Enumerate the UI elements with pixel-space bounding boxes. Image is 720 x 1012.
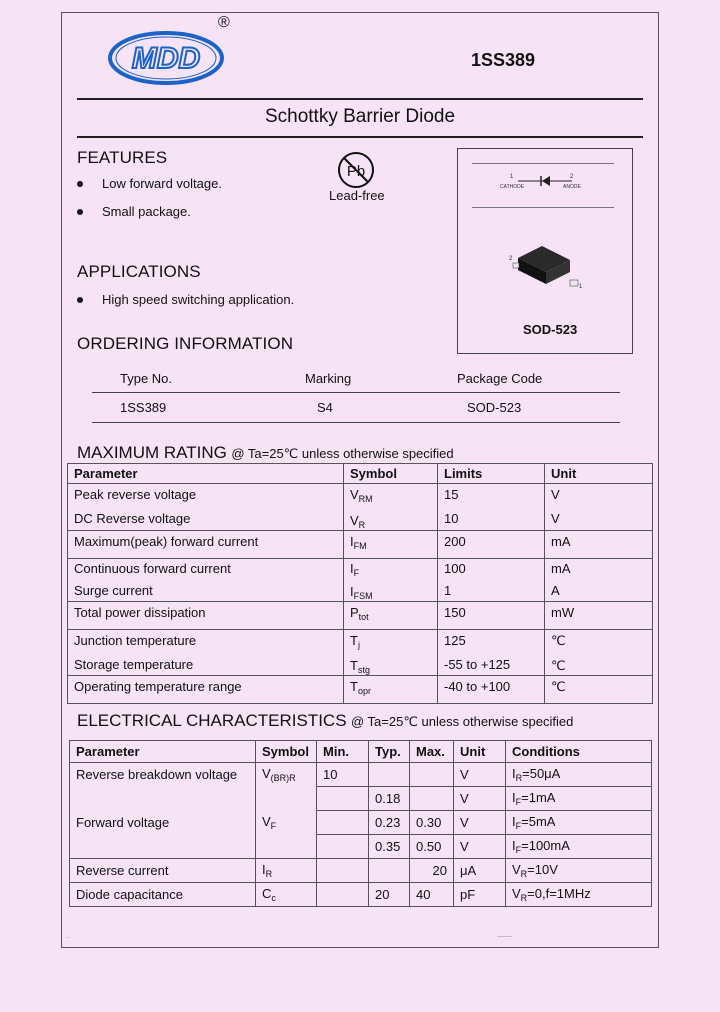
table-row: 0.23 0.30 V $I_F=5mA$ — [70, 811, 652, 835]
ordering-package: SOD-523 — [467, 400, 522, 415]
ec-header-typ: Typ. — [369, 741, 410, 763]
package-pin-right: 1 — [579, 284, 583, 290]
mr-header-symbol: Symbol — [344, 464, 438, 484]
part-number: 1SS389 — [471, 50, 536, 70]
package-rule-top — [472, 163, 614, 164]
lead-free-icon — [336, 150, 376, 190]
electrical-condition: @ Ta=25℃ unless otherwise specified — [350, 714, 574, 729]
max-rating-heading: MAXIMUM RATING — [77, 443, 227, 462]
table-row: Junction temperature Storage temperature $T_j$ $T_{stg}$ 125 -55 to +125 ℃ ℃ — [68, 630, 653, 676]
sod523-package-icon — [508, 236, 586, 294]
max-rating-title — [77, 443, 454, 463]
applications-heading: APPLICATIONS — [77, 262, 201, 281]
table-row: Reverse breakdown voltage $V_{(BR)R}$ 10 V $I_R=50\mu A$ — [70, 763, 652, 787]
table-row: Reverse current $I_R$ 20 μA $V_R=10V$ — [70, 859, 652, 883]
header-rule — [77, 98, 643, 100]
table-row: Operating temperature range $T_{opr}$ -40 to +100 ℃ — [68, 676, 653, 704]
ordering-marking: S4 — [317, 400, 333, 415]
table-row: Diode capacitance $C_c$ 20 40 pF $V_R=0,f=1MHz$ — [70, 883, 652, 907]
lead-free-label: Lead-free — [329, 188, 385, 203]
ec-header-unit: Unit — [454, 741, 506, 763]
pin1-number: 1 — [510, 174, 514, 180]
table-row: Forward voltage $V_F$ 0.18 V $I_F=1mA$ — [70, 787, 652, 811]
anode-label: ANODE — [563, 184, 581, 190]
ordering-header-type: Type No. — [120, 370, 173, 386]
table-row: Continuous forward current Surge current $I_F$ $I_{FSM}$ 100 1 mA A — [68, 559, 653, 602]
electrical-title — [77, 711, 573, 731]
package-name: SOD-523 — [523, 322, 578, 337]
mr-header-limits: Limits — [438, 464, 545, 484]
mr-header-unit: Unit — [545, 464, 653, 484]
footer-right: ——— — [497, 934, 512, 940]
ordering-header-package: Package Code — [457, 370, 543, 386]
pin2-number: 2 — [570, 174, 574, 180]
ec-header-conditions: Conditions — [506, 741, 652, 763]
electrical-table — [69, 740, 652, 907]
package-rule-bottom — [472, 207, 614, 208]
footer-left: ··· — [66, 935, 71, 941]
ec-header-min: Min. — [317, 741, 369, 763]
table-row: Maximum(peak) forward current $I_{FM}$ 200 mA — [68, 531, 653, 559]
features-heading: FEATURES — [77, 148, 168, 167]
ec-header-symbol: Symbol — [256, 741, 317, 763]
max-rating-condition: @ Ta=25℃ unless otherwise specified — [231, 446, 454, 461]
doc-title: Schottky Barrier Diode — [264, 106, 456, 127]
table-row: Total power dissipation $P_{tot}$ 150 mW — [68, 602, 653, 630]
table-row: 0.35 0.50 V $I_F=100mA$ — [70, 835, 652, 859]
package-pin-left: 2 — [509, 256, 513, 262]
svg-text:Pb: Pb — [346, 163, 366, 180]
registered-mark: ® — [218, 14, 230, 31]
bullet-icon — [77, 209, 83, 215]
ordering-heading: ORDERING INFORMATION — [77, 334, 294, 353]
ec-header-parameter: Parameter — [70, 741, 256, 763]
ordering-type: 1SS389 — [120, 400, 167, 415]
svg-text:MDD: MDD — [131, 42, 201, 75]
mdd-logo — [107, 30, 225, 86]
ec-header-max: Max. — [410, 741, 454, 763]
electrical-heading: ELECTRICAL CHARACTERISTICS — [77, 711, 347, 730]
bullet-icon — [77, 181, 83, 187]
bullet-icon — [77, 297, 83, 303]
title-rule — [77, 136, 643, 138]
mr-header-parameter: Parameter — [68, 464, 344, 484]
table-row: Peak reverse voltage DC Reverse voltage $V_{RM}$ $V_R$ 15 10 V V — [68, 484, 653, 531]
ordering-header-marking: Marking — [305, 370, 352, 386]
ordering-table — [92, 364, 620, 423]
diode-schematic-icon — [500, 172, 590, 194]
cathode-label: CATHODE — [500, 184, 525, 190]
max-rating-table — [67, 463, 653, 704]
